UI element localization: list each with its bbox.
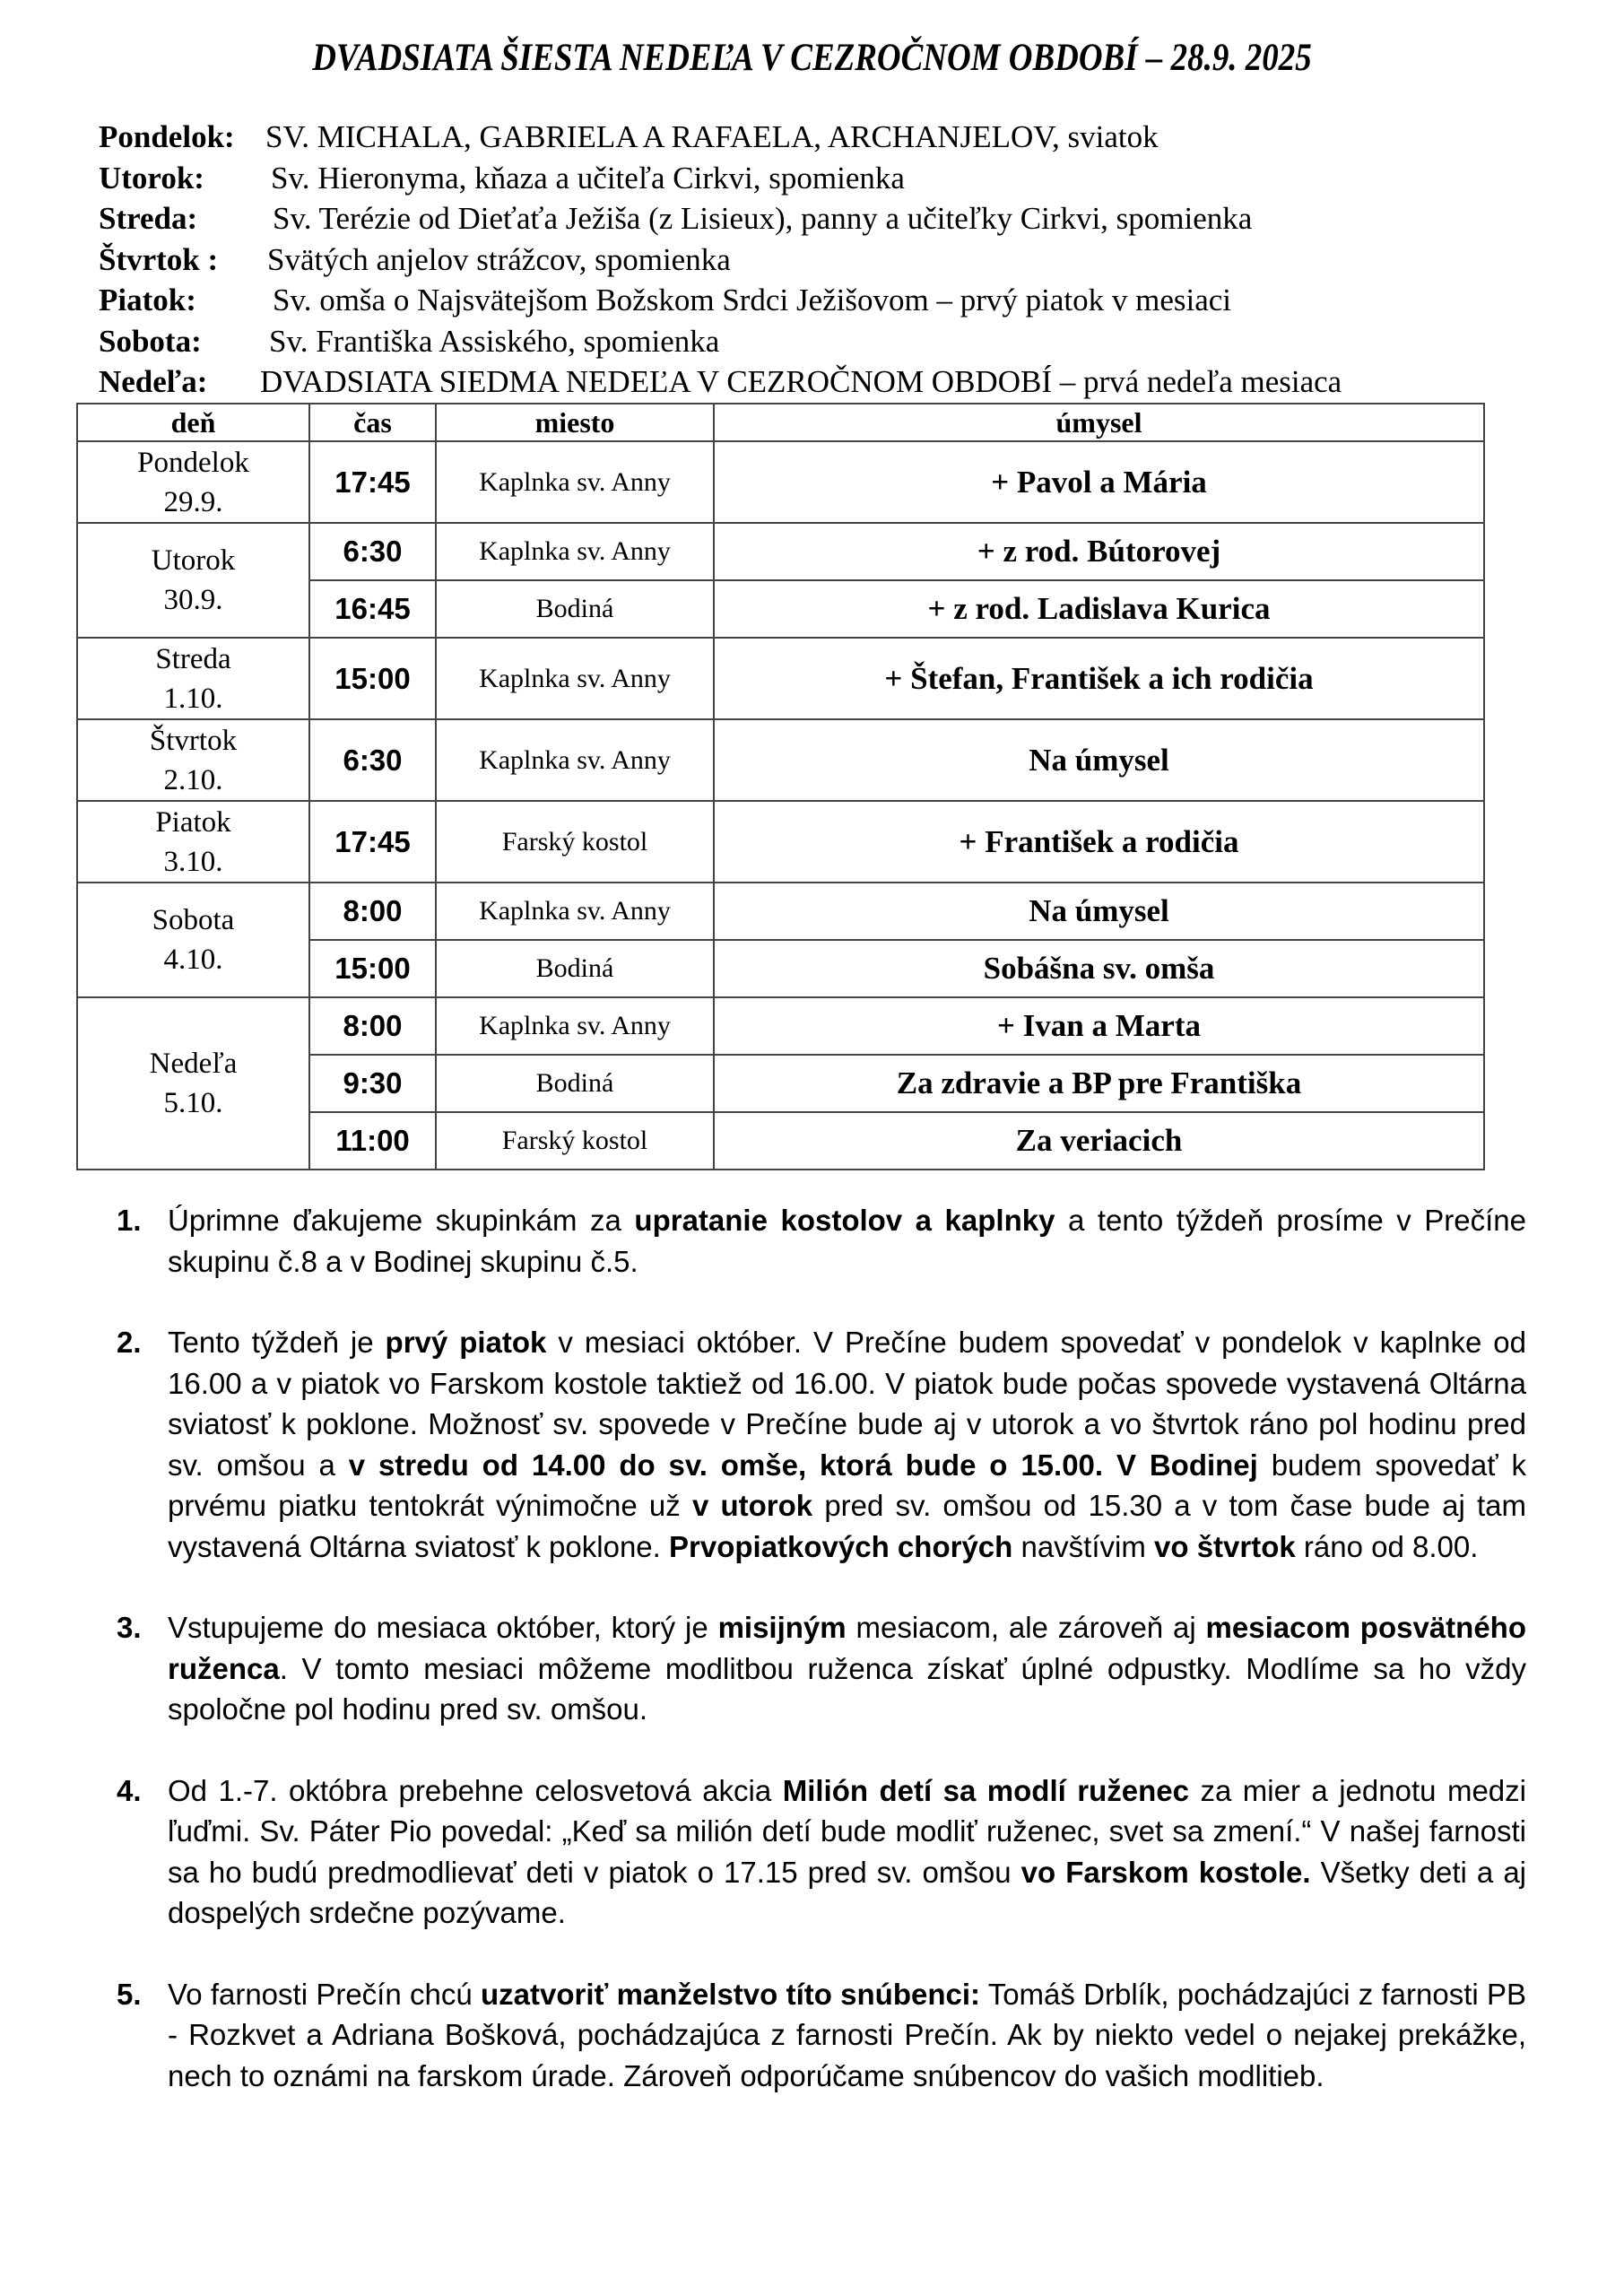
time-cell: 16:45 bbox=[309, 580, 436, 638]
intention-cell: + Štefan, František a ich rodičia bbox=[714, 638, 1484, 719]
place-cell: Farský kostol bbox=[436, 1112, 714, 1170]
place-cell: Bodiná bbox=[436, 940, 714, 997]
announcement-text: a tento týždeň prosíme v Prečíne skupinu č.8 a v Bodinej skupinu č.5. bbox=[168, 1204, 1527, 1278]
mass-schedule-table bbox=[76, 403, 1485, 1170]
announcement-text: . V tomto mesiaci môžeme modlitbou ruženca získať úplné odpustky. Modlíme sa ho vždy spoločne pol hodinu pred sv. omšou. bbox=[168, 1651, 1526, 1726]
emphasized-text: misijným bbox=[717, 1611, 847, 1644]
place-cell: Bodiná bbox=[436, 1055, 714, 1112]
place-cell: Kaplnka sv. Anny bbox=[436, 997, 714, 1055]
day-date: 2.10. bbox=[163, 763, 223, 796]
place-cell: Farský kostol bbox=[436, 801, 714, 883]
intention-cell: Za veriacich bbox=[714, 1112, 1484, 1170]
day-cell bbox=[77, 523, 309, 638]
announcement-item bbox=[117, 1607, 1526, 1730]
weekday-label: Utorok: bbox=[99, 160, 204, 196]
day-date: 1.10. bbox=[163, 682, 223, 715]
day-name: Nedeľa bbox=[149, 1048, 238, 1080]
intention-cell: + z rod. Ladislava Kurica bbox=[714, 580, 1484, 638]
intention-cell: Sobášna sv. omša bbox=[714, 940, 1484, 997]
announcement-item bbox=[117, 1770, 1526, 1934]
place-cell: Kaplnka sv. Anny bbox=[436, 719, 714, 801]
weekday-feast: Svätých anjelov strážcov, spomienka bbox=[267, 241, 731, 277]
weekday-feast: Sv. Terézie od Dieťaťa Ježiša (z Lisieux), panny a učiteľky Cirkvi, spomienka bbox=[273, 201, 1253, 236]
time-cell: 15:00 bbox=[309, 940, 436, 997]
day-name: Pondelok bbox=[137, 446, 249, 479]
weekday-feast: Sv. Františka Assiského, spomienka bbox=[269, 323, 720, 359]
weekday-row bbox=[99, 198, 1533, 239]
day-date: 4.10. bbox=[163, 944, 223, 976]
announcement-number: 4. bbox=[117, 1773, 142, 1807]
day-cell bbox=[77, 997, 309, 1170]
announcement-text: v mesiaci október. V Prečíne budem spovedať v pondelok v kaplnke od 16.00 a v piatok vo Farskom kostole taktiež od 16.00. V piatok bude počas spovede vystavená Oltárna sviatosť k poklone. Možnosť sv. spovede v Prečíne bude aj v utorok a vo štvrtok ráno pol hodinu pred sv. omšou a bbox=[168, 1326, 1526, 1482]
announcement-text: pred sv. omšou od 15.30 a v tom čase bude aj tam vystavená Oltárna sviatosť k poklone. bbox=[168, 1489, 1526, 1563]
day-date: 30.9. bbox=[163, 584, 223, 616]
intention-cell: Na úmysel bbox=[714, 719, 1484, 801]
intention-cell: Na úmysel bbox=[714, 883, 1484, 940]
announcement-number: 5. bbox=[117, 1977, 142, 2011]
announcement-item bbox=[117, 1200, 1526, 1282]
weekday-label: Piatok: bbox=[99, 283, 196, 317]
day-name: Piatok bbox=[155, 805, 231, 839]
weekday-feasts-list bbox=[99, 117, 1533, 403]
announcement-text: Od 1.-7. októbra prebehne celosvetová akcia bbox=[168, 1773, 783, 1807]
weekday-label: Streda: bbox=[99, 201, 198, 236]
intention-cell: Za zdravie a BP pre Františka bbox=[714, 1055, 1484, 1112]
day-name: Sobota bbox=[152, 904, 235, 936]
weekday-row bbox=[99, 158, 1533, 199]
emphasized-text: v utorok bbox=[691, 1489, 813, 1522]
announcement-text: Tomáš Drblík, pochádzajúci z farnosti PB - Rozkvet a Adriana Bošková, pochádzajúca z farnosti Prečín. Ak by niekto vedel o nejakej prekážke, nech to oznámi na farskom úrade. Zároveň odporúčame snúbencov do vašich modlitieb. bbox=[168, 1977, 1527, 2092]
announcement-text: Vo farnosti Prečín chcú bbox=[168, 1977, 481, 2011]
weekday-label: Nedeľa: bbox=[99, 364, 208, 399]
day-cell bbox=[77, 801, 309, 883]
time-cell: 11:00 bbox=[309, 1112, 436, 1170]
intention-cell: + z rod. Bútorovej bbox=[714, 523, 1484, 580]
page-title: DVADSIATA ŠIESTA NEDEĽA V CEZROČNOM OBDOBÍ – 28.9. 2025 bbox=[312, 37, 1312, 79]
announcement-text: mesiacom, ale zároveň aj bbox=[846, 1611, 1206, 1644]
day-date: 3.10. bbox=[163, 845, 223, 878]
day-name: Utorok bbox=[151, 544, 236, 577]
time-cell: 8:00 bbox=[309, 997, 436, 1055]
announcement-item bbox=[117, 1322, 1526, 1567]
column-header-place: miesto bbox=[436, 404, 714, 441]
day-date: 5.10. bbox=[163, 1087, 223, 1119]
time-cell: 15:00 bbox=[309, 638, 436, 719]
weekday-label: Sobota: bbox=[99, 323, 202, 359]
time-cell: 6:30 bbox=[309, 523, 436, 580]
day-cell bbox=[77, 719, 309, 801]
announcement-text: Úprimne ďakujeme skupinkám za bbox=[168, 1204, 635, 1237]
place-cell: Bodiná bbox=[436, 580, 714, 638]
table-header-row bbox=[77, 404, 1484, 441]
announcement-text: Tento týždeň je bbox=[168, 1326, 386, 1359]
emphasized-text: uzatvoriť manželstvo títo snúbenci: bbox=[480, 1977, 981, 2011]
weekday-feast: Sv. Hieronyma, kňaza a učiteľa Cirkvi, spomienka bbox=[271, 160, 905, 196]
table-row bbox=[77, 719, 1484, 801]
emphasized-text: Prvopiatkových chorých bbox=[669, 1529, 1013, 1563]
weekday-row bbox=[99, 239, 1533, 281]
place-cell: Kaplnka sv. Anny bbox=[436, 523, 714, 580]
day-cell bbox=[77, 638, 309, 719]
day-cell bbox=[77, 883, 309, 997]
weekday-row bbox=[99, 280, 1533, 321]
announcement-number: 3. bbox=[117, 1611, 142, 1644]
announcement-text: Vstupujeme do mesiaca október, ktorý je bbox=[168, 1611, 718, 1644]
weekday-feast: SV. MICHALA, GABRIELA A RAFAELA, ARCHANJELOV, sviatok bbox=[265, 119, 1159, 154]
table-row bbox=[77, 523, 1484, 580]
announcements-list bbox=[117, 1200, 1526, 2136]
table-row bbox=[77, 801, 1484, 883]
weekday-label: Pondelok: bbox=[99, 119, 235, 154]
announcement-text: za mier a jednotu medzi ľuďmi. Sv. Páter Pio povedal: „Keď sa milión detí bude modliť ruženec, svet sa zmení.“ V našej farnosti sa ho budú predmodlievať deti v piatok o 17.15 pred sv. omšou bbox=[168, 1773, 1526, 1889]
day-date: 29.9. bbox=[163, 485, 223, 518]
weekday-label: Štvrtok : bbox=[99, 241, 219, 277]
day-name: Štvrtok bbox=[149, 724, 238, 757]
emphasized-text: upratanie kostolov a kaplnky bbox=[634, 1204, 1055, 1237]
table-row bbox=[77, 883, 1484, 940]
emphasized-text: vo Farskom kostole. bbox=[1020, 1855, 1311, 1889]
emphasized-text: mesiacom posvätného ruženca bbox=[168, 1611, 1526, 1685]
time-cell: 9:30 bbox=[309, 1055, 436, 1112]
announcement-number: 1. bbox=[117, 1204, 142, 1237]
place-cell: Kaplnka sv. Anny bbox=[436, 883, 714, 940]
emphasized-text: v stredu od 14.00 do sv. omše, ktorá bude o 15.00. V Bodinej bbox=[348, 1448, 1258, 1482]
announcement-item bbox=[117, 1974, 1526, 2097]
announcement-text: navštívim bbox=[1012, 1529, 1155, 1563]
day-name: Streda bbox=[155, 642, 231, 675]
table-row bbox=[77, 638, 1484, 719]
column-header-day: deň bbox=[77, 404, 309, 441]
table-row bbox=[77, 997, 1484, 1055]
column-header-intention: úmysel bbox=[714, 404, 1484, 441]
announcement-number: 2. bbox=[117, 1326, 142, 1359]
emphasized-text: prvý piatok bbox=[385, 1326, 547, 1359]
time-cell: 17:45 bbox=[309, 801, 436, 883]
time-cell: 6:30 bbox=[309, 719, 436, 801]
announcement-text: Všetky deti a aj dospelých srdečne pozývame. bbox=[168, 1855, 1527, 1929]
weekday-row bbox=[99, 361, 1533, 403]
intention-cell: + Pavol a Mária bbox=[714, 441, 1484, 523]
table-row bbox=[77, 441, 1484, 523]
intention-cell: + Ivan a Marta bbox=[714, 997, 1484, 1055]
weekday-row bbox=[99, 321, 1533, 362]
emphasized-text: Milión detí sa modlí ruženec bbox=[782, 1773, 1189, 1807]
day-cell bbox=[77, 441, 309, 523]
column-header-time: čas bbox=[309, 404, 436, 441]
emphasized-text: vo štvrtok bbox=[1154, 1529, 1296, 1563]
weekday-feast: DVADSIATA SIEDMA NEDEĽA V CEZROČNOM OBDOBÍ – prvá nedeľa mesiaca bbox=[260, 364, 1342, 399]
announcement-text: ráno od 8.00. bbox=[1295, 1529, 1479, 1563]
time-cell: 17:45 bbox=[309, 441, 436, 523]
place-cell: Kaplnka sv. Anny bbox=[436, 638, 714, 719]
weekday-feast: Sv. omša o Najsvätejšom Božskom Srdci Ježišovom – prvý piatok v mesiaci bbox=[273, 283, 1231, 317]
intention-cell: + František a rodičia bbox=[714, 801, 1484, 883]
time-cell: 8:00 bbox=[309, 883, 436, 940]
announcement-text: budem spovedať k prvému piatku tentokrát výnimočne už bbox=[168, 1448, 1526, 1522]
place-cell: Kaplnka sv. Anny bbox=[436, 441, 714, 523]
weekday-row bbox=[99, 117, 1533, 158]
